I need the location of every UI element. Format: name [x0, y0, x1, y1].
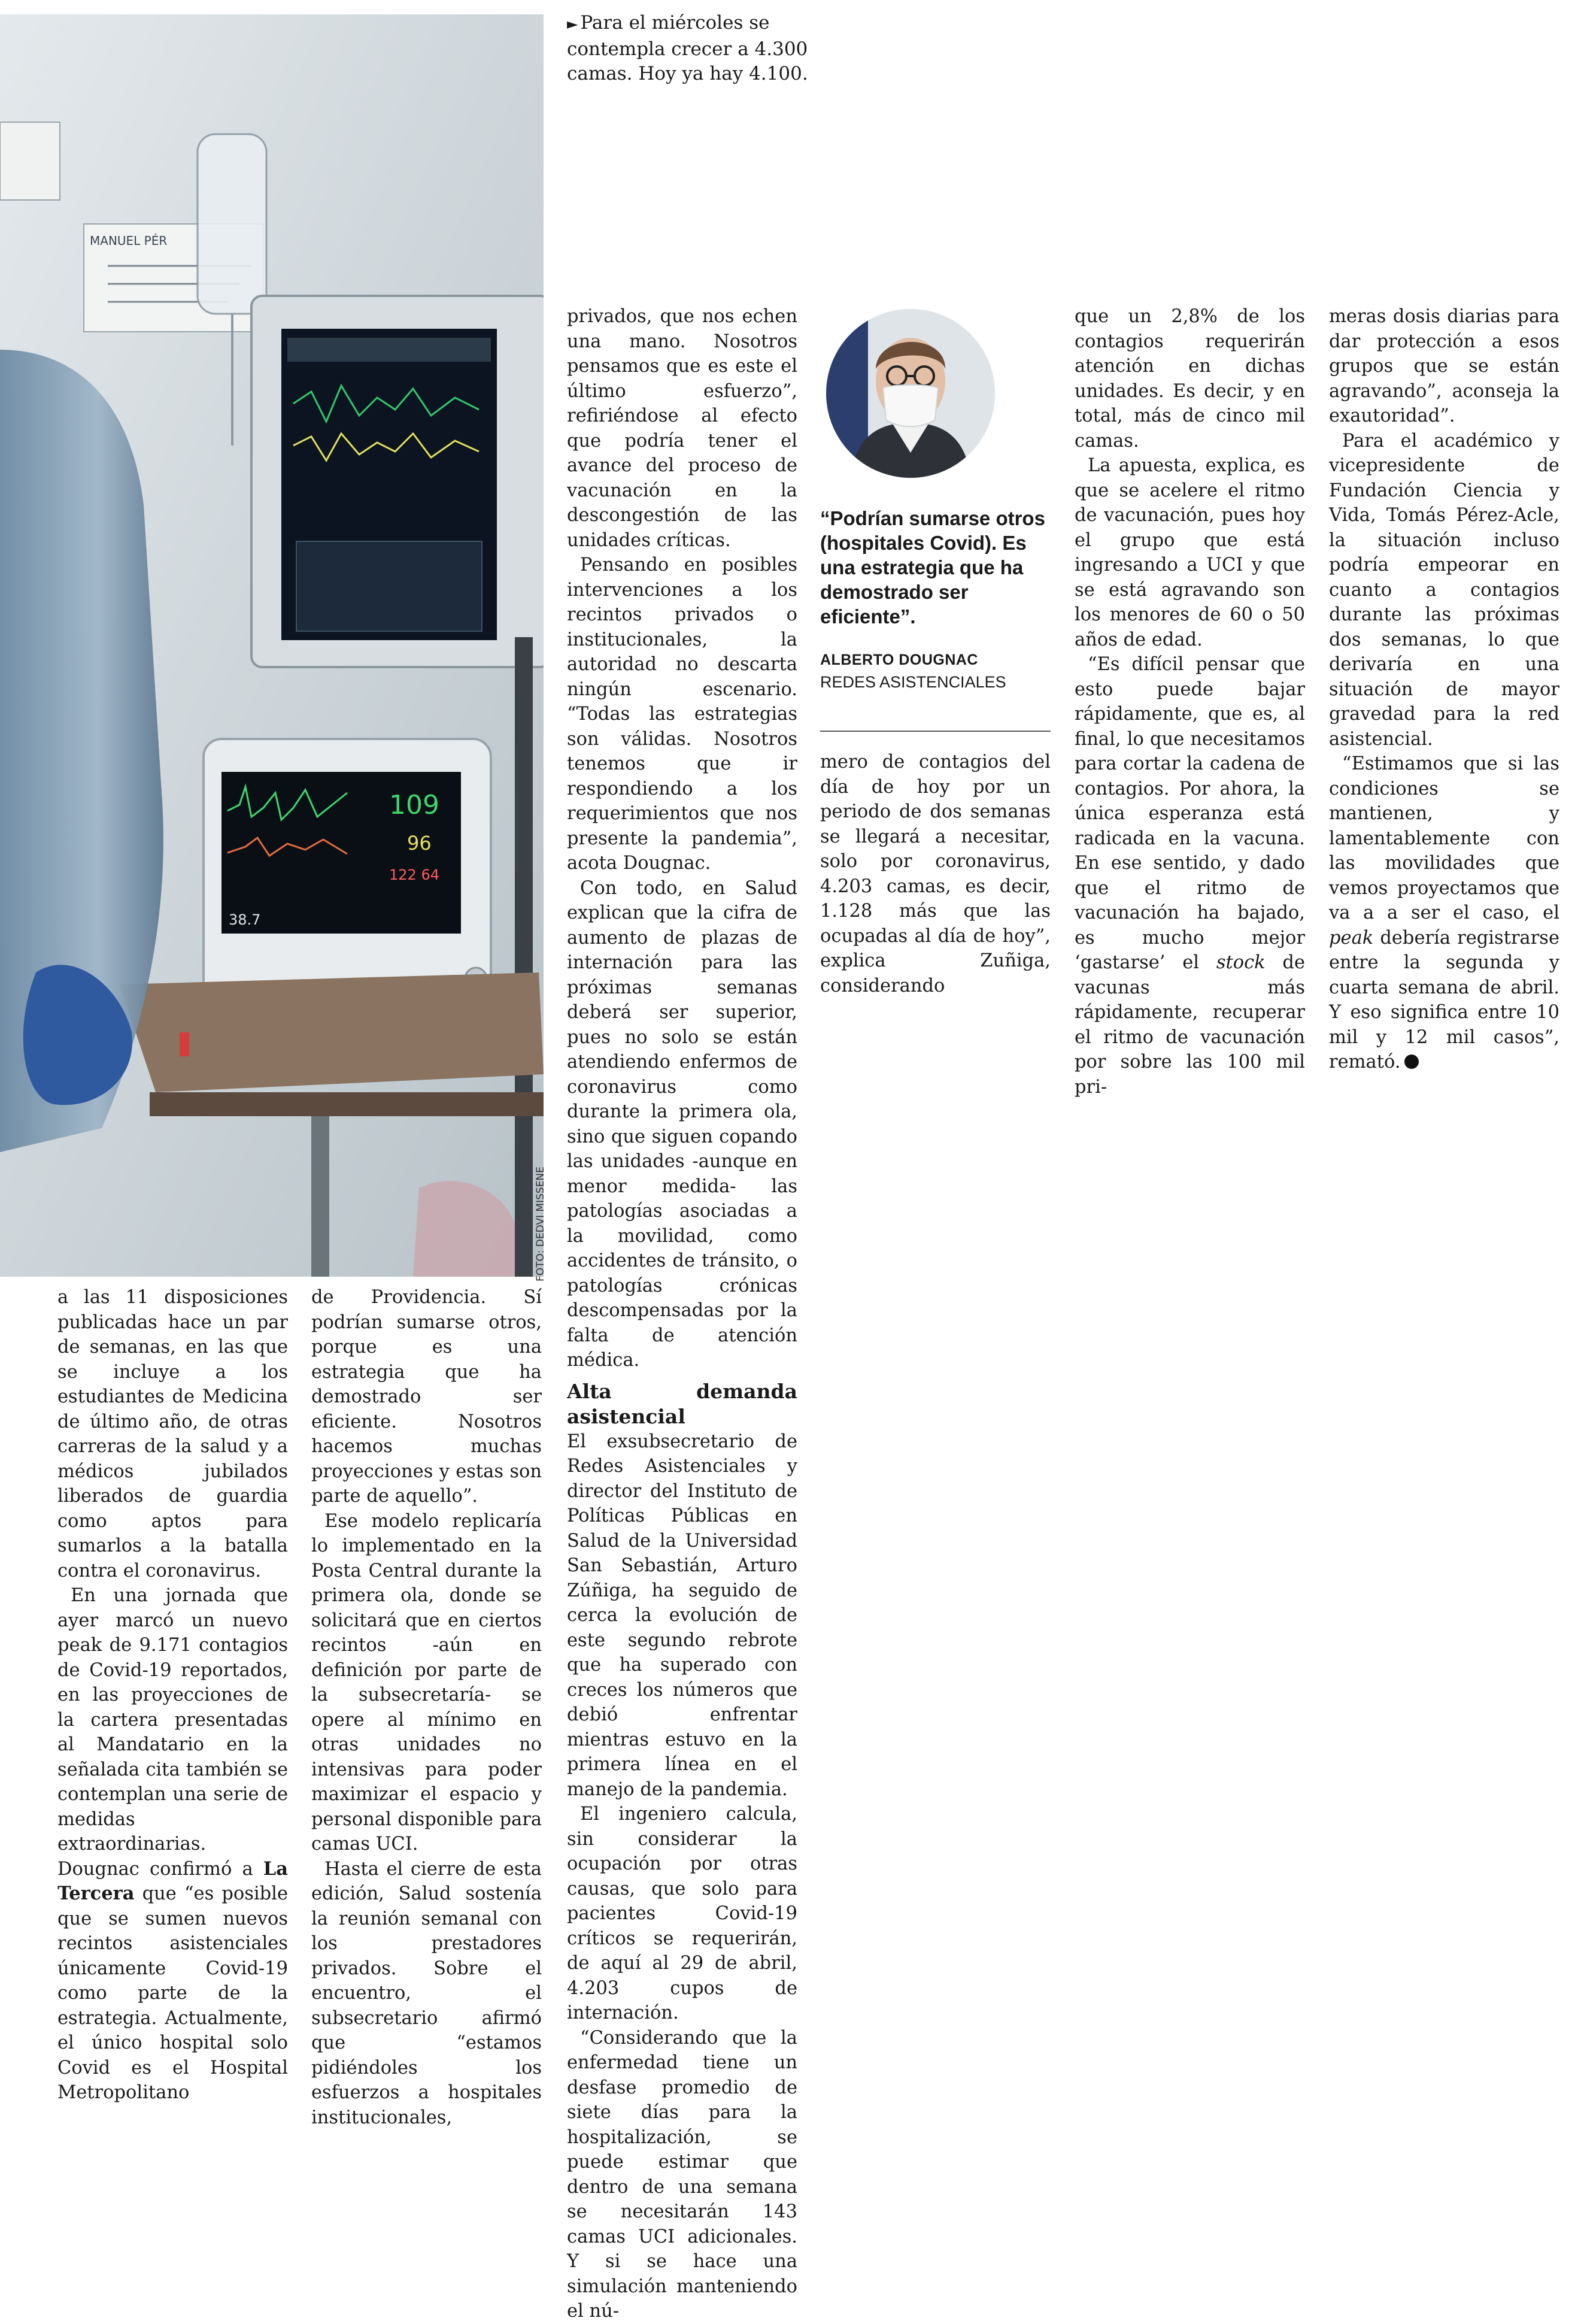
- quote-author-name: ALBERTO DOUGNAC: [820, 652, 978, 668]
- article-column-2: [311, 1285, 542, 2130]
- paragraph: que un 2,8% de los contagios requerirán atención en dichas unidades. Es decir, y en total, más de cinco mil camas.: [1075, 306, 1305, 452]
- paragraph: Pensando en posibles intervenciones a los recintos privados o institucionales, la autoridad no descarta ningún escenario. “Todas las estrategias son válidas. Nosotros tenemos que ir respondiendo a los requerimientos que nos presente la pandemia”, acota Dougnac.: [567, 555, 797, 874]
- article-column-4: [820, 750, 1051, 998]
- paragraph: meras dosis diarias para dar protección a esos grupos que se están agravando”, aconseja la exautoridad”.: [1329, 306, 1559, 426]
- paragraph: mero de contagios del día de hoy por un periodo de dos semanas se llegará a necesitar, solo por coronavirus, 4.203 camas, es decir, 1.128 más que las ocupadas al día de hoy”, explica Zuñiga, considerando: [820, 752, 1051, 996]
- photo-credit: FOTO: DEDVI MISSENE: [535, 1166, 547, 1281]
- paragraph: “Estimamos que si las condiciones se mantienen, y lamentablemente con las movilidades que vemos proyectamos que va a a ser el caso, el peak debería registrarse entre la segunda y cuarta semana de abril. Y eso significa entre 10 mil y 12 mil casos”, remató.: [1329, 753, 1559, 1072]
- hospital-photo: [0, 14, 544, 1277]
- caption-text: Para el miércoles se contempla crecer a 4.300 camas. Hoy ya hay 4.100.: [567, 12, 808, 84]
- portrait-photo: [826, 309, 995, 478]
- paragraph: “Considerando que la enfermedad tiene un desfase promedio de siete días para la hospitalización, se puede estimar que dentro de una semana se necesitarán 143 camas UCI adicionales. Y si se hace una simulación manteniendo el nú-: [567, 2027, 797, 2322]
- paragraph: de Providencia. Sí podrían sumarse otros, porque es una estrategia que ha demostrado ser eficiente. Nosotros hacemos muchas proyecciones y estas son parte de aquello”.: [311, 1287, 542, 1507]
- paragraph: El exsubsecretario de Redes Asistenciales y director del Instituto de Políticas Públicas en Salud de la Universidad San Sebastián, Arturo Zúñiga, ha seguido de cerca la evolución de este segundo rebrote que ha superado con creces los números que debió enfrentar mientras estuvo en la primera línea en el manejo de la pandemia.: [567, 1431, 797, 1800]
- paragraph: En una jornada que ayer marcó un nuevo peak de 9.171 contagios de Covid-19 reportados, en las proyecciones de la cartera presentadas al Mandatario en la señalada cita también se contemplan una serie de medidas extraordinarias. Dougnac confirmó a La Tercera que “es posible que se sumen nuevos recintos asistenciales únicamente Covid-19 como parte de la estrategia. Actualmente, el único hospital solo Covid es el Hospital Metropolitano: [57, 1585, 288, 2103]
- article-column-3: [567, 304, 797, 2324]
- paragraph: Hasta el cierre de esta edición, Salud sostenía la reunión semanal con los prestadores privados. Sobre el encuentro, el subsecretario afirmó que “estamos pidiéndoles los esfuerzos a hospitales institucionales,: [311, 1858, 542, 2128]
- paragraph: La apuesta, explica, es que se acelere el ritmo de vacunación, pues hoy el grupo que está ingresando a UCI y que se está agravando son los menores de 60 o 50 años de edad.: [1075, 455, 1305, 650]
- paragraph: Para el académico y vicepresidente de Fundación Ciencia y Vida, Tomás Pérez-Acle, la situación incluso podría empeorar en cuanto a contagios durante las próximas dos semanas, lo que derivaría en una situación de mayor gravedad para la red asistencial.: [1329, 430, 1559, 750]
- paragraph: Ese modelo replicaría lo implementado en la Posta Central durante la primera ola, donde se solicitará que en ciertos recintos -aún en definición por parte de la subsecretaría- se opere al mínimo en otras unidades no intensivas para poder maximizar el espacio y personal disponible para camas UCI.: [311, 1510, 542, 1855]
- paragraph: El ingeniero calcula, sin considerar la ocupación por otras causas, que solo para pacientes Covid-19 críticos se requerirán, de aquí al 29 de abril, 4.203 cupos de internación.: [567, 1804, 797, 2023]
- quote-divider: [820, 731, 1051, 732]
- monitor-spo2: 96: [407, 832, 432, 855]
- monitor-heart-rate: 109: [389, 790, 439, 820]
- paragraph: privados, que nos echen una mano. Nosotros pensamos que es este el último esfuerzo”, refiriéndose al efecto que podría tener el avance del proceso de vacunación en la descongestión de las unidades críticas.: [567, 306, 797, 551]
- section-subhead: Alta demanda asistencial: [567, 1379, 797, 1428]
- paragraph: Con todo, en Salud explican que la cifra de aumento de plazas de internación para las próximas semanas deberá ser superior, pues no solo se están atendiendo enfermos de coronavirus como durante la primera ola, sino que siguen copando las unidades -aunque en menor medida- las patologías asociadas a la movilidad, como accidentes de tránsito, o patologías crónicas descompensadas por la falta de atención médica.: [567, 877, 797, 1371]
- pull-quote: “Podrían sumarse otros (hospitales Covid). Es una estrategia que ha demostrado ser eficiente”.: [820, 507, 1045, 628]
- end-mark-icon: [1404, 1055, 1419, 1069]
- paragraph: “Es difícil pensar que esto puede bajar rápidamente, que es, al final, lo que necesitamos para cortar la cadena de contagios. Por ahora, la única esperanza está radicada en la vacuna. En ese sentido, y dado que el ritmo de vacunación ha bajado, es mucho mejor ‘gastarse’ el stock de vacunas más rápidamente, recuperar el ritmo de vacunación por sobre las 100 mil pri-: [1075, 654, 1305, 1098]
- article-column-1: [57, 1285, 288, 2105]
- caption-arrow-icon: ►: [567, 16, 578, 32]
- paragraph: a las 11 disposiciones publicadas hace un par de semanas, en las que se incluye a los estudiantes de Medicina de último año, de otras carreras de la salud y a médicos jubilados liberados de guardia como aptos para sumarlos a la batalla contra el coronavirus.: [57, 1287, 288, 1581]
- article-column-5: [1075, 304, 1305, 1099]
- monitor-blood-pressure: 122 64: [389, 866, 439, 883]
- photo-caption: [567, 11, 812, 87]
- quote-author-role: REDES ASISTENCIALES: [820, 673, 1006, 691]
- wall-label: MANUEL PÉR: [90, 234, 168, 248]
- newspaper-name: La Tercera: [57, 1858, 288, 1904]
- article-column-6: [1329, 304, 1559, 1075]
- monitor-temperature: 38.7: [229, 911, 261, 928]
